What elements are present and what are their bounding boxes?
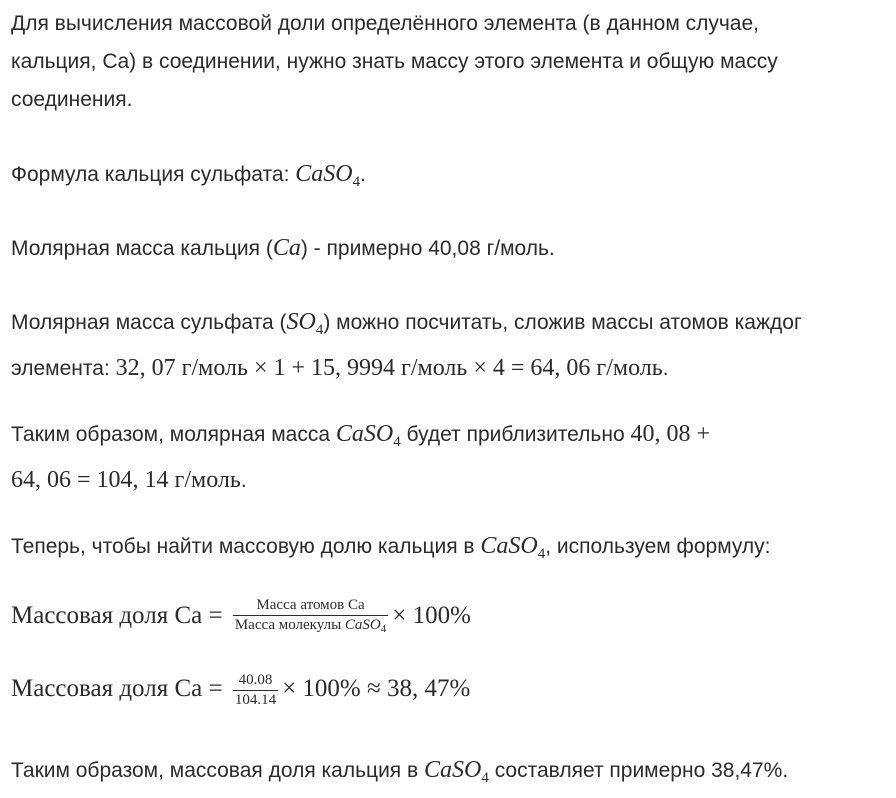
caso4-formula: CaSO$_4$ [335, 421, 401, 450]
caso4-formula: CaSO$_4$ [295, 161, 361, 190]
ca-symbol: Ca [272, 235, 301, 261]
mass-fraction-formula: Массовая доля Ca = $\frac{\text{Масса атомов Ca}}{Масса молекулы CaSO_4}$ × 100% [11, 597, 471, 638]
method-paragraph: Теперь, чтобы найти массовую долю кальция в CaSO$_4$, используем формулу: [11, 533, 771, 562]
formula-paragraph: Формула кальция сульфата: CaSO$_4$. [11, 161, 366, 190]
so4-formula: $SO_4$ [286, 309, 324, 338]
total-molar-mass-calculation: 64, 06 = 104, 14 г/моль [11, 467, 241, 493]
intro-line-3: соединения. [11, 88, 133, 111]
caso4-formula: CaSO$_4$ [480, 533, 546, 562]
intro-line-2: кальция, Ca) в соединении, нужно знать массу этого элемента и общую массу [11, 50, 778, 73]
sulfate-calculation: 32, 07 г/моль × 1 + 15, 9994 г/моль × 4 = 64, 06 г/моль [115, 355, 663, 381]
conclusion-paragraph: Таким образом, массовая доля кальция в CaSO$_4$ составляет примерно 38,47%. [11, 757, 789, 786]
caso4-formula: CaSO$_4$ [424, 757, 489, 786]
numeric-fraction: $\frac{40.08}{104.14}$ [234, 671, 277, 708]
sulfate-molar-mass-paragraph: Молярная масса сульфата $(SO_4)$ можно посчитать, сложив массы атомов каждог элемента: 32, 07 г/моль × 1 + 15, 9994 г/моль × 4 = 64, 06 г/моль. [11, 309, 802, 381]
mass-fraction-fraction: $\frac{\text{Масса атомов Ca}}{Масса молекулы CaSO_4}$ [234, 597, 387, 635]
formula-label: Формула кальция сульфата: [11, 163, 296, 186]
intro-paragraph [11, 5, 778, 119]
calcium-molar-mass-paragraph: Молярная масса кальция (Ca) - примерно 40,08 г/моль. [11, 235, 555, 261]
total-molar-mass-paragraph: Таким образом, молярная масса CaSO$_4$ будет приблизительно 40, 08 + 64, 06 = 104, 14 г/моль. [11, 421, 711, 493]
intro-line-1: Для вычисления массовой доли определённого элемента (в данном случае, [11, 12, 760, 35]
mass-fraction-calculation: Массовая доля Ca = $\frac{40.08}{104.14}$ × 100% ≈ 38, 47% [11, 671, 471, 708]
